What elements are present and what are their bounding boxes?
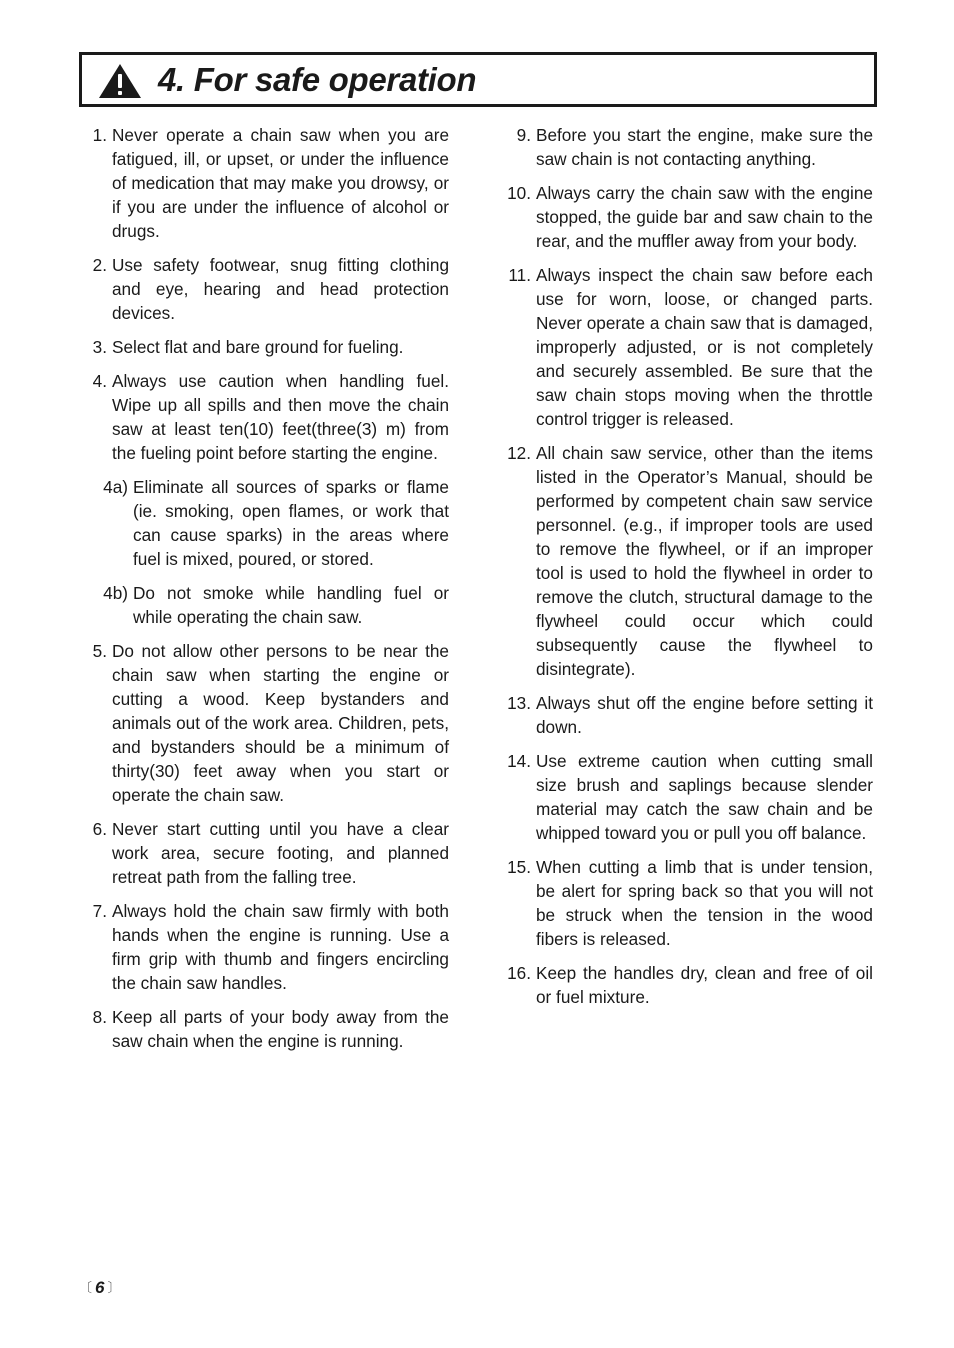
list-item [88, 335, 449, 359]
item-text: All chain saw service, other than the items listed in the Operator’s Manual, should be performed by competent chain saw service personnel. (e.g., if improper tools are used to remove the flywheel, or if an improper tool is used to hold the flywheel in order to remove the clutch, structural damage to the flywheel could occur which could subsequently cause the flywheel to disintegrate). [536, 443, 873, 679]
list-item [503, 263, 873, 431]
item-number: 8. [92, 1007, 107, 1027]
item-text: Always shut off the engine before setting it down. [536, 693, 873, 737]
item-text: Before you start the engine, make sure the saw chain is not contacting anything. [536, 125, 873, 169]
item-number: 6. [92, 819, 107, 839]
item-text: Always carry the chain saw with the engine stopped, the guide bar and saw chain to the rear, and the muffler away from your body. [536, 183, 873, 251]
item-number: 14. [507, 751, 531, 771]
item-number: 13. [507, 693, 531, 713]
item-text: Do not allow other persons to be near the chain saw when starting the engine or cutting a wood. Keep bystanders and animals out of the work area. Children, pets, and bystanders should be a minimum of thirty(30) feet away when you start or operate the chain saw. [112, 641, 449, 805]
item-text: Never operate a chain saw when you are fatigued, ill, or upset, or under the influence of medication that may make you drowsy, or if you are under the influence of alcohol or drugs. [112, 125, 449, 241]
item-number: 7. [92, 901, 107, 921]
list-item [88, 369, 449, 465]
item-number: 4. [92, 371, 107, 391]
list-item [503, 749, 873, 845]
page-title: 4. For safe operation [158, 61, 477, 98]
section-header [79, 52, 877, 107]
page-footer [79, 1277, 121, 1299]
left-column [88, 123, 449, 1063]
list-subitem [88, 581, 449, 629]
item-text: Eliminate all sources of sparks or flame (ie. smoking, open flames, or work that can cause sparks) in the areas where fuel is mixed, poured, or stored. [133, 477, 449, 569]
item-number: 15. [507, 857, 531, 877]
list-item [88, 817, 449, 889]
item-number: 4b) [103, 583, 128, 603]
item-text: Keep all parts of your body away from the saw chain when the engine is running. [112, 1007, 449, 1051]
item-text: When cutting a limb that is under tension, be alert for spring back so that you will not be struck when the tension in the wood fibers is released. [536, 857, 873, 949]
list-item [88, 123, 449, 243]
list-item [88, 639, 449, 807]
item-text: Do not smoke while handling fuel or while operating the chain saw. [133, 583, 449, 627]
item-number: 1. [92, 125, 107, 145]
item-text: Always hold the chain saw firmly with both hands when the engine is running. Use a firm grip with thumb and fingers encircling the chain saw handles. [112, 901, 449, 993]
list-item [88, 253, 449, 325]
list-subitem [88, 475, 449, 571]
page-number: 6 [95, 1278, 105, 1297]
item-number: 5. [92, 641, 107, 661]
bracket-left-icon: 〔 [79, 1280, 93, 1295]
item-text: Never start cutting until you have a clear work area, secure footing, and planned retreat path from the falling tree. [112, 819, 449, 887]
list-item [88, 1005, 449, 1053]
item-number: 12. [507, 443, 531, 463]
list-item [503, 855, 873, 951]
bracket-right-icon: 〕 [107, 1280, 121, 1295]
warning-triangle-icon [98, 63, 142, 99]
item-number: 16. [507, 963, 531, 983]
list-item [88, 899, 449, 995]
list-item [503, 691, 873, 739]
item-text: Always inspect the chain saw before each use for worn, loose, or changed parts. Never operate a chain saw that is damaged, improperly adjusted, or is not completely and securely assembled. Be sure that the saw chain stops moving when the throttle control trigger is released. [536, 265, 873, 429]
item-text: Use extreme caution when cutting small size brush and saplings because slender material may catch the saw chain and be whipped toward you or pull you off balance. [536, 751, 873, 843]
item-number: 11. [508, 265, 531, 285]
item-text: Always use caution when handling fuel. Wipe up all spills and then move the chain saw at least ten(10) feet(three(3) m) from the fueling point before starting the engine. [112, 371, 449, 463]
item-text: Keep the handles dry, clean and free of oil or fuel mixture. [536, 963, 873, 1007]
right-column [503, 123, 873, 1019]
list-item [503, 181, 873, 253]
item-text: Select flat and bare ground for fueling. [112, 337, 404, 357]
item-number: 10. [507, 183, 531, 203]
list-item [503, 961, 873, 1009]
item-number: 2. [92, 255, 107, 275]
item-number: 9. [516, 125, 531, 145]
item-text: Use safety footwear, snug fitting clothing and eye, hearing and head protection devices. [112, 255, 449, 323]
item-number: 4a) [103, 477, 128, 497]
item-number: 3. [92, 337, 107, 357]
list-item [503, 123, 873, 171]
list-item [503, 441, 873, 681]
